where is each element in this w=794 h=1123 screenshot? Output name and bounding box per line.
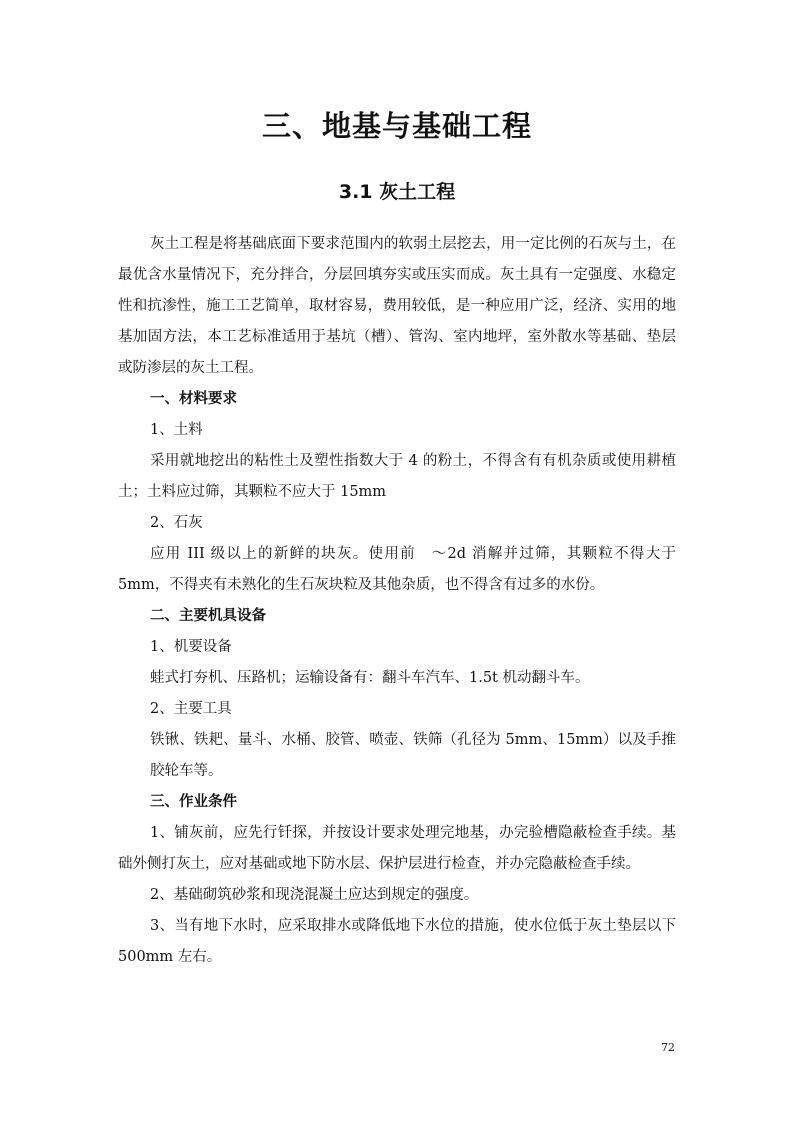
subheading-lime: 2、石灰 [150, 515, 203, 531]
heading-equipment: 二、主要机具设备 [150, 608, 266, 624]
paragraph-lime: 应用 III 级以上的新鲜的块灰。使用前 ～2d 消解并过筛，其颗粒不得大于 5mm，不得夹有未熟化的生石灰块粒及其他杂质，也不得含有过多的水份。 [118, 546, 676, 593]
page-number: 72 [661, 1041, 675, 1054]
intro-paragraph: 灰土工程是将基础底面下要求范围内的软弱土层挖去，用一定比例的石灰与土，在最优含水量情况下，充分拌合，分层回填夯实或压实而成。灰土具有一定强度、水稳定性和抗渗性，施工工艺简单，取材容易，费用较低，是一种应用广泛，经济、实用的地基加固方法，本工艺标准适用于基坑（槽）、管沟、室内地坪，室外散水等基础、垫层或防渗层的灰土工程。 [118, 236, 676, 376]
paragraph-tools: 铁锹、铁耙、量斗、水桶、胶管、喷壶、铁筛（孔径为 5mm、15mm）以及手推胶轮车等。 [150, 732, 676, 779]
subheading-soil: 1、土料 [150, 422, 203, 438]
subheading-tools: 2、主要工具 [150, 701, 232, 717]
heading-material-requirements: 一、材料要求 [150, 391, 237, 407]
paragraph-soil: 采用就地挖出的粘性土及塑性指数大于 4 的粉土，不得含有有机杂质或使用耕植土；土料应过筛，其颗粒不应大于 15mm [118, 453, 676, 500]
heading-work-conditions: 三、作业条件 [150, 794, 237, 810]
paragraph-condition-2: 2、基础砌筑砂浆和现浇混凝土应达到规定的强度。 [150, 887, 479, 903]
document-body [118, 229, 676, 973]
paragraph-condition-3: 3、当有地下水时，应采取排水或降低地下水位的措施，使水位低于灰土垫层以下 500mm 左右。 [118, 918, 676, 965]
paragraph-machinery: 蛙式打夯机、压路机；运输设备有：翻斗车汽车、1.5t 机动翻斗车。 [150, 670, 590, 686]
subheading-machinery: 1、机要设备 [150, 639, 232, 655]
paragraph-condition-1: 1、铺灰前，应先行钎探，并按设计要求处理完地基，办完验槽隐蔽检查手续。基础外侧打灰土，应对基础或地下防水层、保护层进行检查，并办完隐蔽检查手续。 [118, 825, 676, 872]
page-title: 三、地基与基础工程 [261, 109, 532, 143]
section-title: 3.1 灰土工程 [338, 181, 456, 203]
